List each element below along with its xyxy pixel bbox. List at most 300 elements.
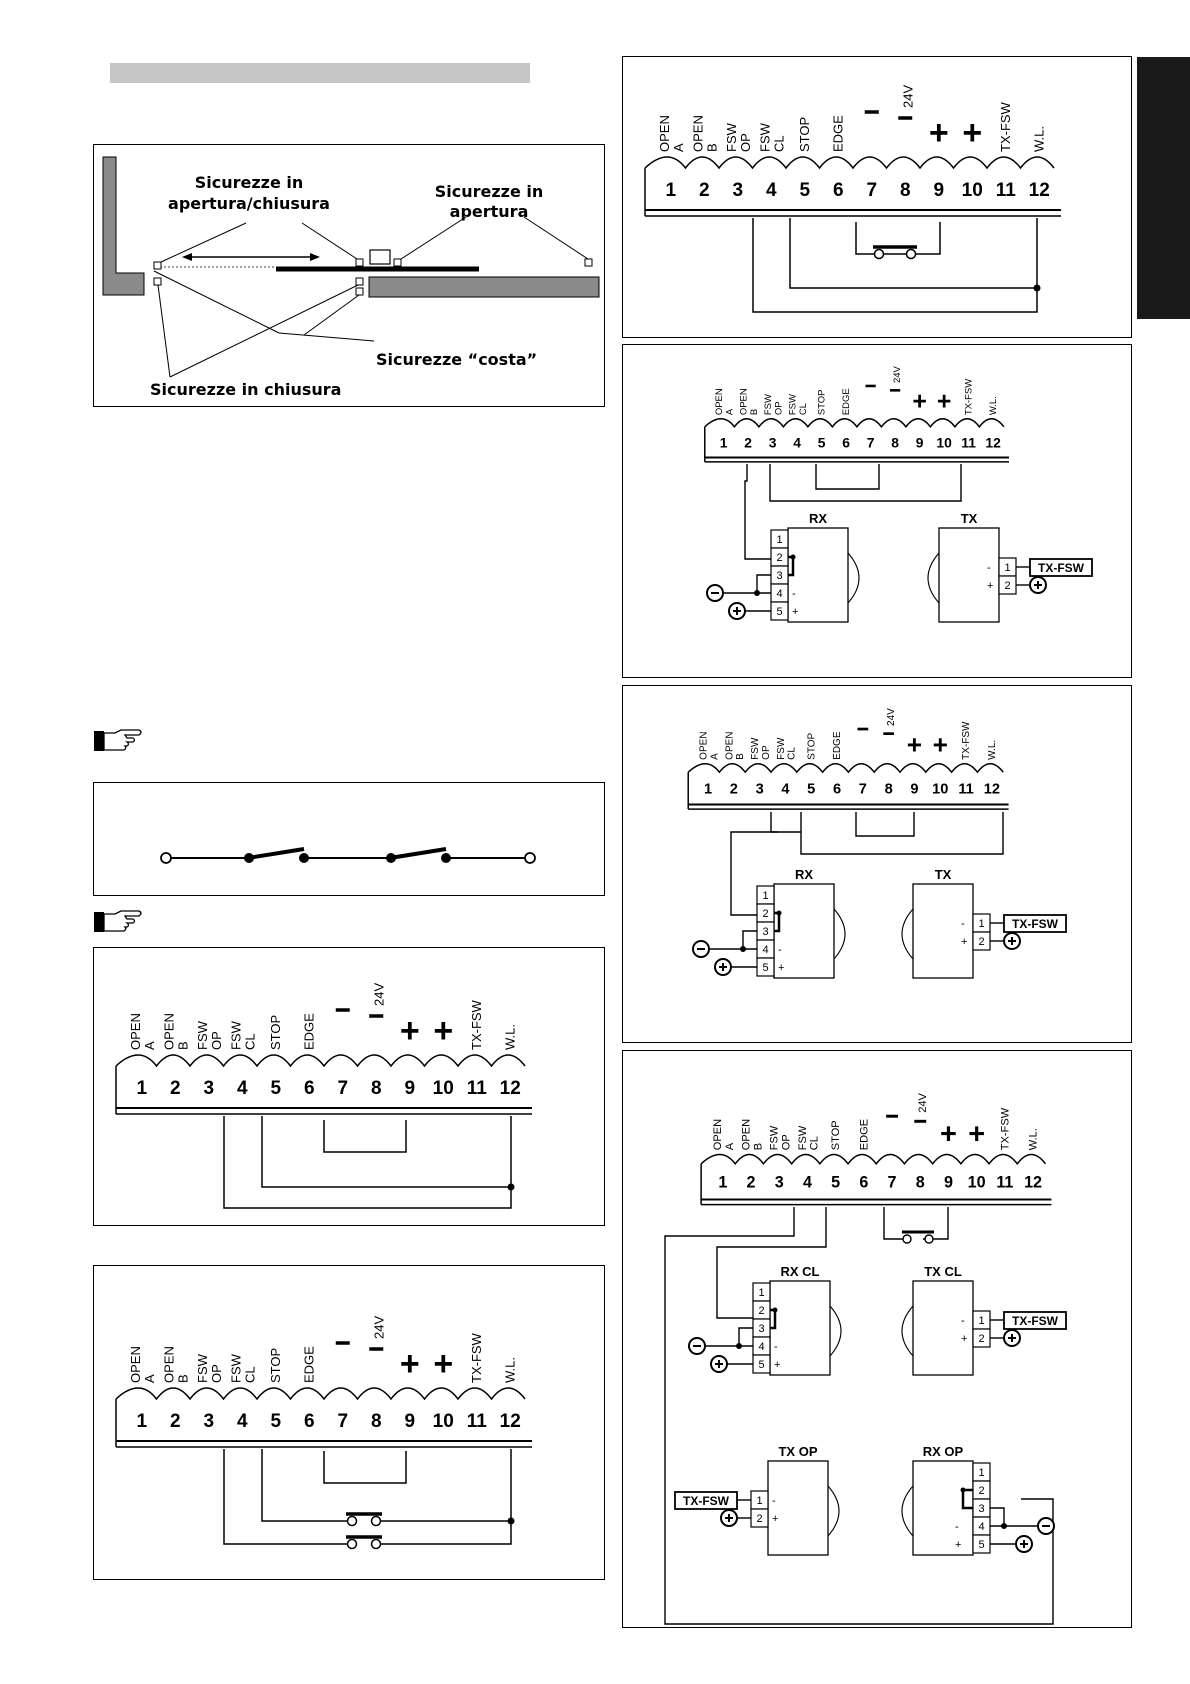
terminal-number: 9 xyxy=(404,1078,416,1099)
pin-number: 2 xyxy=(762,908,769,920)
pin-number: 3 xyxy=(978,1503,985,1515)
svg-text:TX-FSW: TX-FSW xyxy=(468,1333,484,1383)
plus-sign: + xyxy=(940,1118,957,1151)
terminal-number: 9 xyxy=(943,1173,953,1192)
terminal-label xyxy=(832,731,843,760)
terminal-label xyxy=(1031,126,1046,152)
svg-text:CL: CL xyxy=(771,135,787,152)
terminal-number: 2 xyxy=(169,1411,181,1432)
terminal-number: 6 xyxy=(303,1411,315,1432)
terminal-label xyxy=(195,1353,224,1383)
svg-text:CL: CL xyxy=(797,403,809,416)
terminal-label xyxy=(750,737,772,760)
receiver-device xyxy=(707,511,859,622)
svg-text:OPEN: OPEN xyxy=(127,1346,143,1383)
pin-number: 2 xyxy=(978,936,985,948)
terminal-number: 2 xyxy=(698,180,710,201)
transmitter-device xyxy=(902,867,1066,978)
svg-text:FSW: FSW xyxy=(723,123,739,152)
terminal-number: 11 xyxy=(958,781,974,798)
svg-text:OPEN: OPEN xyxy=(161,1346,177,1383)
svg-text:B: B xyxy=(735,753,747,760)
terminal-label xyxy=(657,115,686,152)
pin-number: 2 xyxy=(776,552,783,564)
terminal-number: 7 xyxy=(866,180,878,201)
svg-text:EDGE: EDGE xyxy=(858,1118,871,1151)
voltage-label: 24V xyxy=(900,84,916,108)
svg-text:OPEN: OPEN xyxy=(740,1118,753,1151)
terminal-number: 5 xyxy=(807,781,816,798)
terminal-number: 12 xyxy=(983,781,1000,798)
pin-number: 1 xyxy=(758,1287,765,1299)
plus-mark: + xyxy=(774,1359,781,1371)
plus-sign: + xyxy=(912,388,927,416)
label-edge: Sicurezze “costa” xyxy=(376,350,538,369)
terminal-number: 8 xyxy=(370,1411,382,1432)
svg-text:A: A xyxy=(724,1142,737,1151)
wiring-one-pair-b-svg xyxy=(623,686,1133,1044)
terminal-label xyxy=(769,1125,793,1150)
svg-text:TX-FSW: TX-FSW xyxy=(999,1107,1012,1151)
svg-text:STOP: STOP xyxy=(806,732,818,760)
terminal-number: 2 xyxy=(729,781,738,798)
terminal-block xyxy=(116,1316,532,1447)
svg-text:FSW: FSW xyxy=(768,1125,781,1151)
label-open-close-line1: Sicurezze in xyxy=(194,173,304,192)
terminal-label xyxy=(469,1332,484,1383)
terminal-number: 8 xyxy=(370,1078,382,1099)
terminal-number: 1 xyxy=(665,180,677,201)
svg-text:B: B xyxy=(704,143,720,152)
svg-text:STOP: STOP xyxy=(796,116,812,152)
plus-sign: + xyxy=(433,1012,454,1050)
safety-positions-svg xyxy=(94,145,606,408)
pin-number: 4 xyxy=(758,1341,765,1353)
terminal-number: 5 xyxy=(270,1411,282,1432)
minus-mark: - xyxy=(961,918,965,930)
terminal-number: 3 xyxy=(755,781,764,798)
terminal-label xyxy=(268,1015,283,1050)
svg-text:FSW: FSW xyxy=(757,123,773,152)
transmitter-device xyxy=(902,1264,1066,1375)
terminal-number: 3 xyxy=(203,1078,215,1099)
terminal-number: 6 xyxy=(842,434,850,451)
svg-text:W.L.: W.L. xyxy=(988,396,1000,416)
terminal-number: 8 xyxy=(884,781,893,798)
plus-mark: + xyxy=(961,936,968,948)
svg-text:A: A xyxy=(724,408,736,416)
pin-number: 3 xyxy=(758,1323,765,1335)
terminal-label xyxy=(712,1119,736,1150)
voltage-label: 24V xyxy=(917,1093,930,1113)
terminal-number: 5 xyxy=(270,1078,282,1099)
terminal-number: 9 xyxy=(915,434,924,451)
section-header-bar xyxy=(110,63,530,83)
terminal-number: 2 xyxy=(744,434,752,451)
svg-text:OPEN: OPEN xyxy=(161,1013,177,1050)
svg-text:EDGE: EDGE xyxy=(832,731,844,760)
svg-text:B: B xyxy=(752,1142,765,1151)
device-label: TX xyxy=(960,511,978,526)
svg-text:EDGE: EDGE xyxy=(841,388,853,416)
terminal-label xyxy=(858,1119,870,1150)
tx-fsw-label: TX-FSW xyxy=(1012,1314,1058,1328)
label-opening-line1: Sicurezze in xyxy=(434,182,544,201)
pin-number: 4 xyxy=(762,944,769,956)
terminal-label xyxy=(757,122,786,152)
svg-text:FSW: FSW xyxy=(194,1354,210,1383)
svg-text:OP: OP xyxy=(773,401,785,416)
safety-positions-diagram xyxy=(93,144,605,407)
pin-number: 2 xyxy=(1004,580,1011,592)
terminal-number: 10 xyxy=(936,434,952,451)
terminal-number: 7 xyxy=(337,1411,349,1432)
terminal-number: 2 xyxy=(169,1078,181,1099)
pin-number: 4 xyxy=(978,1521,985,1533)
device-label: RX xyxy=(808,511,828,526)
plus-sign: + xyxy=(399,1012,420,1050)
pin-number: 2 xyxy=(978,1485,985,1497)
terminal-number: 1 xyxy=(719,434,728,451)
svg-text:FSW: FSW xyxy=(775,737,787,760)
svg-text:FSW: FSW xyxy=(796,1125,809,1151)
terminal-label xyxy=(301,1346,316,1383)
terminal-label xyxy=(830,115,845,152)
terminal-label xyxy=(699,731,721,759)
svg-text:W.L.: W.L. xyxy=(1027,1128,1040,1151)
voltage-label: 24V xyxy=(371,1315,387,1339)
tx-fsw-label: TX-FSW xyxy=(1012,917,1058,931)
terminal-number: 1 xyxy=(136,1411,148,1432)
terminal-block xyxy=(701,1093,1051,1205)
terminal-number: 1 xyxy=(703,781,713,798)
svg-text:OP: OP xyxy=(208,1364,224,1383)
svg-text:TX-FSW: TX-FSW xyxy=(997,102,1013,152)
terminal-number: 11 xyxy=(466,1078,487,1099)
terminal-label xyxy=(161,1346,190,1383)
transmitter-device xyxy=(675,1444,839,1555)
plus-sign: + xyxy=(932,729,948,760)
pin-number: 1 xyxy=(762,890,769,902)
plus-sign: + xyxy=(968,1118,986,1151)
terminal-number: 5 xyxy=(831,1173,841,1192)
terminal-label xyxy=(841,388,852,415)
transmitter-device xyxy=(928,511,1092,622)
terminal-label xyxy=(1027,1128,1039,1150)
wiring-two-pairs-svg xyxy=(623,1051,1133,1629)
language-side-tab xyxy=(1137,57,1190,319)
terminal-number: 10 xyxy=(967,1173,986,1192)
device-label: RX CL xyxy=(780,1264,820,1279)
svg-text:STOP: STOP xyxy=(267,1014,283,1050)
plus-sign: + xyxy=(928,114,949,152)
pointing-hand-icon xyxy=(93,727,145,755)
pointing-hand-icon xyxy=(93,908,145,936)
pin-number: 1 xyxy=(756,1495,763,1507)
terminal-label xyxy=(806,732,817,759)
terminal-number: 2 xyxy=(746,1173,756,1192)
svg-text:TX-FSW: TX-FSW xyxy=(468,1000,484,1050)
terminal-label xyxy=(763,394,784,415)
minus-mark: - xyxy=(955,1521,959,1533)
svg-text:FSW: FSW xyxy=(787,394,799,416)
pin-number: 5 xyxy=(978,1539,985,1551)
terminal-number: 6 xyxy=(832,180,844,201)
pin-number: 5 xyxy=(776,606,783,618)
terminal-number: 11 xyxy=(995,180,1016,201)
voltage-label: 24V xyxy=(892,366,904,384)
wiring-one-pair-a-svg xyxy=(623,345,1133,679)
pin-number: 2 xyxy=(758,1305,765,1317)
pin-number: 1 xyxy=(978,918,985,930)
terminal-number: 12 xyxy=(985,434,1001,451)
pin-number: 1 xyxy=(776,534,783,546)
plus-sign: + xyxy=(433,1345,454,1383)
terminal-label xyxy=(228,1020,257,1050)
terminal-label xyxy=(988,396,999,415)
pin-number: 3 xyxy=(776,570,783,582)
pin-number: 2 xyxy=(978,1333,985,1345)
svg-text:A: A xyxy=(670,143,686,152)
svg-text:OP: OP xyxy=(737,133,753,152)
terminal-number: 4 xyxy=(236,1078,248,1099)
terminal-block xyxy=(645,85,1061,216)
terminal-block xyxy=(688,708,1008,809)
terminal-number: 5 xyxy=(817,434,826,451)
svg-text:W.L.: W.L. xyxy=(986,739,998,760)
terminal-number: 3 xyxy=(203,1411,215,1432)
terminal-number: 8 xyxy=(899,180,911,201)
terminal-label xyxy=(797,117,812,152)
device-label: TX CL xyxy=(924,1264,962,1279)
receiver-device xyxy=(693,867,845,978)
device-label: RX OP xyxy=(922,1444,964,1459)
tx-fsw-label: TX-FSW xyxy=(1038,561,1084,575)
svg-text:OP: OP xyxy=(760,745,772,760)
label-open-close-line2: apertura/chiusura xyxy=(168,194,330,213)
terminal-number: 4 xyxy=(236,1411,248,1432)
terminal-label xyxy=(469,999,484,1050)
terminal-label xyxy=(740,1119,764,1150)
terminal-label xyxy=(788,394,809,415)
terminal-number: 6 xyxy=(832,781,842,798)
terminal-number: 7 xyxy=(887,1173,897,1192)
minus-mark: - xyxy=(778,944,782,956)
svg-text:W.L.: W.L. xyxy=(502,1023,518,1050)
terminal-number: 10 xyxy=(432,1411,454,1432)
svg-text:CL: CL xyxy=(808,1136,821,1151)
wiring-right-top xyxy=(622,56,1132,338)
terminal-label xyxy=(964,379,975,415)
svg-text:TX-FSW: TX-FSW xyxy=(963,378,975,416)
svg-text:A: A xyxy=(709,753,721,760)
terminal-number: 9 xyxy=(404,1411,416,1432)
terminal-number: 1 xyxy=(136,1078,148,1099)
terminal-number: 10 xyxy=(432,1078,454,1099)
terminal-number: 8 xyxy=(891,434,899,451)
pin-number: 5 xyxy=(758,1359,765,1371)
wiring-two-nc-contacts-svg xyxy=(94,1266,606,1581)
terminal-number: 4 xyxy=(802,1173,812,1192)
voltage-label: 24V xyxy=(371,982,387,1006)
terminal-label xyxy=(502,1357,517,1383)
svg-text:OP: OP xyxy=(208,1031,224,1050)
terminal-number: 11 xyxy=(466,1411,487,1432)
wiring-one-pair-b xyxy=(622,685,1132,1043)
terminal-block xyxy=(705,365,1009,461)
wiring-no-devices-svg xyxy=(94,948,606,1227)
svg-text:OPEN: OPEN xyxy=(656,115,672,152)
plus-mark: + xyxy=(955,1539,962,1551)
svg-text:W.L.: W.L. xyxy=(1031,125,1047,152)
terminal-number: 11 xyxy=(961,434,976,451)
terminal-number: 4 xyxy=(793,434,801,451)
pin-number: 5 xyxy=(762,962,769,974)
terminal-number: 12 xyxy=(499,1078,521,1099)
svg-text:OPEN: OPEN xyxy=(724,731,736,760)
terminal-label xyxy=(128,1013,157,1050)
terminal-number: 11 xyxy=(996,1173,1014,1192)
terminal-number: 8 xyxy=(915,1173,925,1192)
svg-text:EDGE: EDGE xyxy=(301,1013,317,1050)
svg-text:B: B xyxy=(175,1374,191,1383)
series-contacts-svg xyxy=(94,783,606,897)
plus-sign: + xyxy=(399,1345,420,1383)
terminal-label xyxy=(195,1020,224,1050)
plus-sign: + xyxy=(962,114,983,152)
svg-text:EDGE: EDGE xyxy=(830,115,846,152)
terminal-label xyxy=(776,737,798,760)
pin-number: 1 xyxy=(978,1315,985,1327)
svg-text:CL: CL xyxy=(786,747,798,760)
terminal-label xyxy=(714,388,735,415)
svg-text:OPEN: OPEN xyxy=(690,115,706,152)
svg-text:STOP: STOP xyxy=(816,389,828,416)
terminal-number: 12 xyxy=(499,1411,521,1432)
svg-text:OPEN: OPEN xyxy=(712,1118,725,1151)
minus-mark: - xyxy=(774,1341,778,1353)
pin-number: 3 xyxy=(762,926,769,938)
svg-text:A: A xyxy=(141,1374,157,1383)
pin-number: 1 xyxy=(978,1467,985,1479)
terminal-number: 9 xyxy=(910,781,919,798)
terminal-number: 10 xyxy=(961,180,983,201)
terminal-number: 7 xyxy=(337,1078,349,1099)
wiring-right-top-svg xyxy=(623,57,1133,339)
terminal-number: 4 xyxy=(781,781,790,798)
terminal-label xyxy=(301,1013,316,1050)
terminal-label xyxy=(228,1353,257,1383)
svg-text:TX-FSW: TX-FSW xyxy=(961,721,973,760)
svg-text:OPEN: OPEN xyxy=(738,388,750,416)
terminal-label xyxy=(987,740,998,760)
terminal-label xyxy=(999,1107,1011,1150)
svg-text:B: B xyxy=(748,408,760,416)
plus-sign: + xyxy=(936,388,952,416)
terminal-number: 3 xyxy=(732,180,744,201)
terminal-number: 12 xyxy=(1028,180,1050,201)
terminal-label xyxy=(268,1348,283,1383)
plus-sign: + xyxy=(906,729,923,760)
svg-text:EDGE: EDGE xyxy=(301,1346,317,1383)
plus-mark: + xyxy=(792,606,799,618)
terminal-number: 7 xyxy=(866,434,875,451)
terminal-number: 6 xyxy=(303,1078,315,1099)
label-opening-line2: apertura xyxy=(449,202,529,221)
terminal-number: 7 xyxy=(858,781,867,798)
svg-text:CL: CL xyxy=(242,1033,258,1050)
svg-text:OP: OP xyxy=(780,1134,793,1151)
plus-mark: + xyxy=(987,580,994,592)
svg-text:FSW: FSW xyxy=(228,1354,244,1383)
terminal-number: 10 xyxy=(932,781,949,798)
svg-text:FSW: FSW xyxy=(228,1021,244,1050)
terminal-label xyxy=(830,1120,842,1150)
device-label: TX OP xyxy=(778,1444,818,1459)
device-label: RX xyxy=(794,867,814,882)
terminal-number: 6 xyxy=(859,1173,869,1192)
device-label: TX xyxy=(934,867,952,882)
terminal-number: 5 xyxy=(799,180,811,201)
terminal-label xyxy=(739,388,760,415)
terminal-label xyxy=(817,390,828,416)
svg-text:STOP: STOP xyxy=(267,1347,283,1383)
terminal-label xyxy=(690,115,719,152)
minus-mark: - xyxy=(961,1315,965,1327)
minus-mark: - xyxy=(772,1495,776,1507)
label-closing: Sicurezze in chiusura xyxy=(150,380,342,399)
terminal-label xyxy=(724,122,753,152)
svg-text:B: B xyxy=(175,1041,191,1050)
terminal-label xyxy=(797,1125,821,1150)
terminal-number: 12 xyxy=(1024,1173,1043,1192)
plus-mark: + xyxy=(772,1513,779,1525)
minus-mark: - xyxy=(792,588,796,600)
svg-text:OPEN: OPEN xyxy=(714,388,726,416)
terminal-label xyxy=(161,1013,190,1050)
terminal-number: 3 xyxy=(774,1173,784,1192)
wiring-no-devices xyxy=(93,947,605,1226)
svg-text:W.L.: W.L. xyxy=(502,1356,518,1383)
pin-number: 1 xyxy=(1004,562,1011,574)
terminal-label xyxy=(961,721,972,760)
terminal-label xyxy=(998,101,1013,152)
plus-mark: + xyxy=(778,962,785,974)
pin-number: 2 xyxy=(756,1513,763,1525)
wiring-two-pairs xyxy=(622,1050,1132,1628)
minus-mark: - xyxy=(987,562,991,574)
svg-text:OPEN: OPEN xyxy=(698,731,710,760)
terminal-number: 9 xyxy=(933,180,945,201)
voltage-label: 24V xyxy=(886,708,898,726)
wiring-two-nc-contacts xyxy=(93,1265,605,1580)
pin-number: 4 xyxy=(776,588,783,600)
receiver-device xyxy=(689,1264,841,1375)
svg-text:CL: CL xyxy=(242,1366,258,1383)
tx-fsw-label: TX-FSW xyxy=(683,1494,729,1508)
svg-text:FSW: FSW xyxy=(194,1021,210,1050)
terminal-label xyxy=(502,1024,517,1050)
svg-text:STOP: STOP xyxy=(830,1120,843,1151)
svg-text:OPEN: OPEN xyxy=(127,1013,143,1050)
terminal-label xyxy=(128,1346,157,1383)
terminal-number: 1 xyxy=(718,1173,728,1192)
series-contacts-diagram xyxy=(93,782,605,896)
terminal-number: 4 xyxy=(765,180,777,201)
svg-text:FSW: FSW xyxy=(750,737,762,760)
terminal-number: 3 xyxy=(768,434,777,451)
svg-text:FSW: FSW xyxy=(763,394,775,416)
